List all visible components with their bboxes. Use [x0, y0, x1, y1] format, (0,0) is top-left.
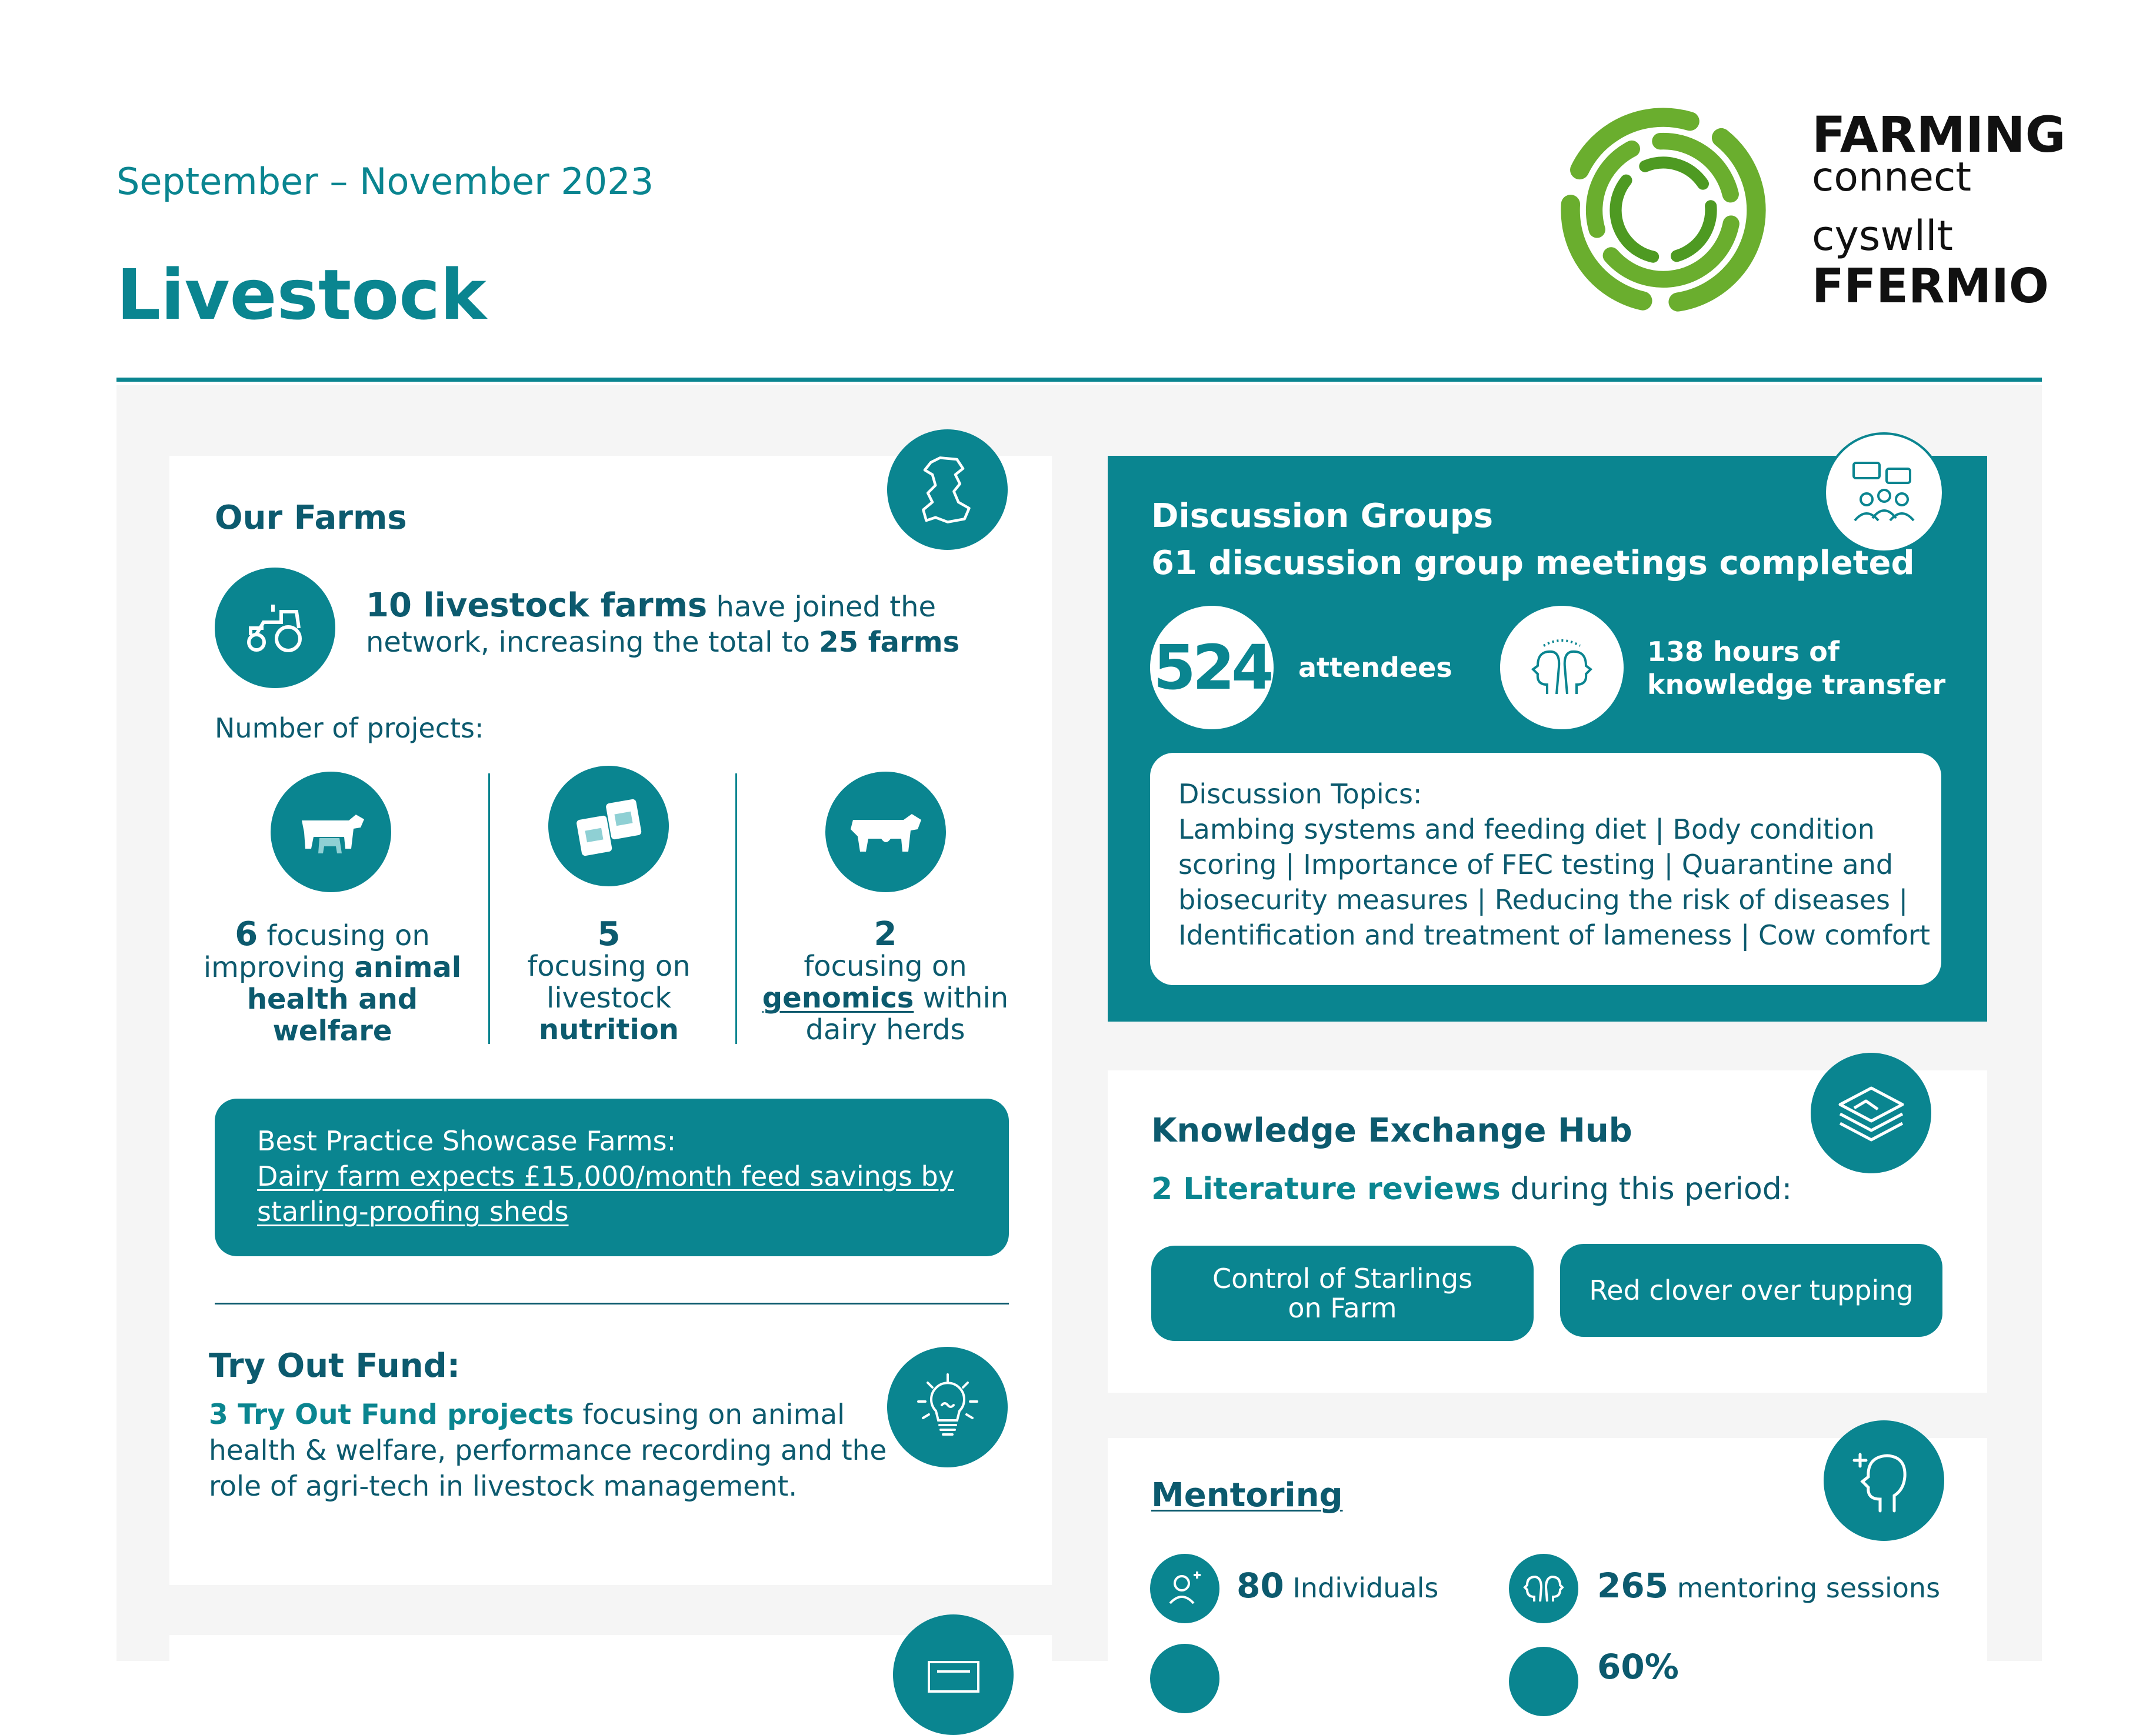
page-title: Livestock	[116, 254, 486, 335]
dairy-cow-icon	[825, 772, 946, 892]
our-farms-title: Our Farms	[215, 499, 407, 537]
mentoring-stat-icon	[1509, 1647, 1578, 1716]
mentoring-percent: 60%	[1597, 1647, 1679, 1687]
individuals-count: 80 Individuals	[1237, 1566, 1439, 1606]
logo-ffermio: FFERMIO	[1812, 259, 2049, 313]
showcase-link[interactable]: Dairy farm expects £15,000/month feed savings by starling-proofing sheds	[257, 1160, 954, 1227]
project-animal-health: 6 focusing on improving animal health and welfare	[203, 915, 462, 1047]
date-range: September – November 2023	[116, 160, 654, 203]
logo-farming: FARMING	[1812, 106, 2066, 164]
wales-map-icon	[887, 429, 1008, 550]
try-out-title: Try Out Fund:	[209, 1347, 461, 1385]
farming-connect-logo-icon	[1544, 91, 1782, 329]
logo-connect: connect	[1812, 154, 1972, 201]
farms-total-text: network, increasing the total to 25 farms	[366, 626, 960, 659]
red-clover-review-button[interactable]: Red clover over tupping	[1560, 1244, 1942, 1337]
farms-joined-text: 10 livestock farms have joined the	[366, 586, 937, 625]
projects-label: Number of projects:	[215, 712, 484, 744]
mentoring-title[interactable]: Mentoring	[1151, 1476, 1343, 1514]
project-divider	[735, 773, 737, 1044]
tractor-icon	[215, 568, 335, 688]
layers-icon	[1811, 1053, 1931, 1173]
logo-cyswllt: cyswllt	[1812, 212, 1953, 260]
knowledge-transfer-icon	[1500, 606, 1624, 729]
mentor-head-icon	[1824, 1420, 1944, 1541]
topics-label: Discussion Topics:	[1178, 778, 1422, 810]
section-divider	[215, 1303, 1009, 1304]
discussion-group-icon	[1824, 432, 1944, 553]
feed-bags-icon	[548, 766, 669, 886]
lightbulb-icon	[887, 1347, 1008, 1467]
mentoring-session-icon	[1509, 1554, 1578, 1623]
cow-sheep-health-icon	[271, 772, 391, 892]
header-divider	[116, 378, 2042, 382]
try-out-text: 3 Try Out Fund projects focusing on animal health & welfare, performance recording and the role of agri-tech in livestock management.	[209, 1399, 887, 1503]
keh-title: Knowledge Exchange Hub	[1151, 1112, 1632, 1150]
individual-mentee-icon	[1150, 1554, 1219, 1623]
starlings-review-button[interactable]: Control of Starlings on Farm	[1151, 1246, 1534, 1341]
project-genomics: 2 focusing on genomics within dairy herds	[762, 915, 1009, 1046]
showcase-box	[215, 1099, 1009, 1256]
discussion-topics-box	[1150, 753, 1941, 985]
genomics-link[interactable]: genomics	[762, 982, 914, 1015]
attendees-label: attendees	[1298, 652, 1452, 683]
topics-list: Lambing systems and feeding diet | Body condition scoring | Importance of FEC testing | Quarantine and biosecurity measures | Reducing the risk of diseases | Identification and treatment of lameness | Cow comfort	[1178, 813, 1930, 951]
document-icon	[893, 1614, 1014, 1735]
mentoring-stat-icon	[1150, 1644, 1219, 1713]
sessions-count: 265 mentoring sessions	[1597, 1566, 1941, 1606]
discussion-title: Discussion Groups	[1151, 497, 1494, 535]
project-nutrition: 5 focusing on livestock nutrition	[527, 915, 691, 1046]
knowledge-transfer-hours: 138 hours of knowledge transfer	[1647, 636, 1946, 700]
attendees-count-badge: 524	[1150, 606, 1274, 729]
discussion-subtitle: 61 discussion group meetings completed	[1151, 544, 1915, 582]
keh-literature-text: 2 Literature reviews during this period:	[1151, 1172, 1792, 1207]
showcase-label: Best Practice Showcase Farms:	[257, 1125, 677, 1157]
